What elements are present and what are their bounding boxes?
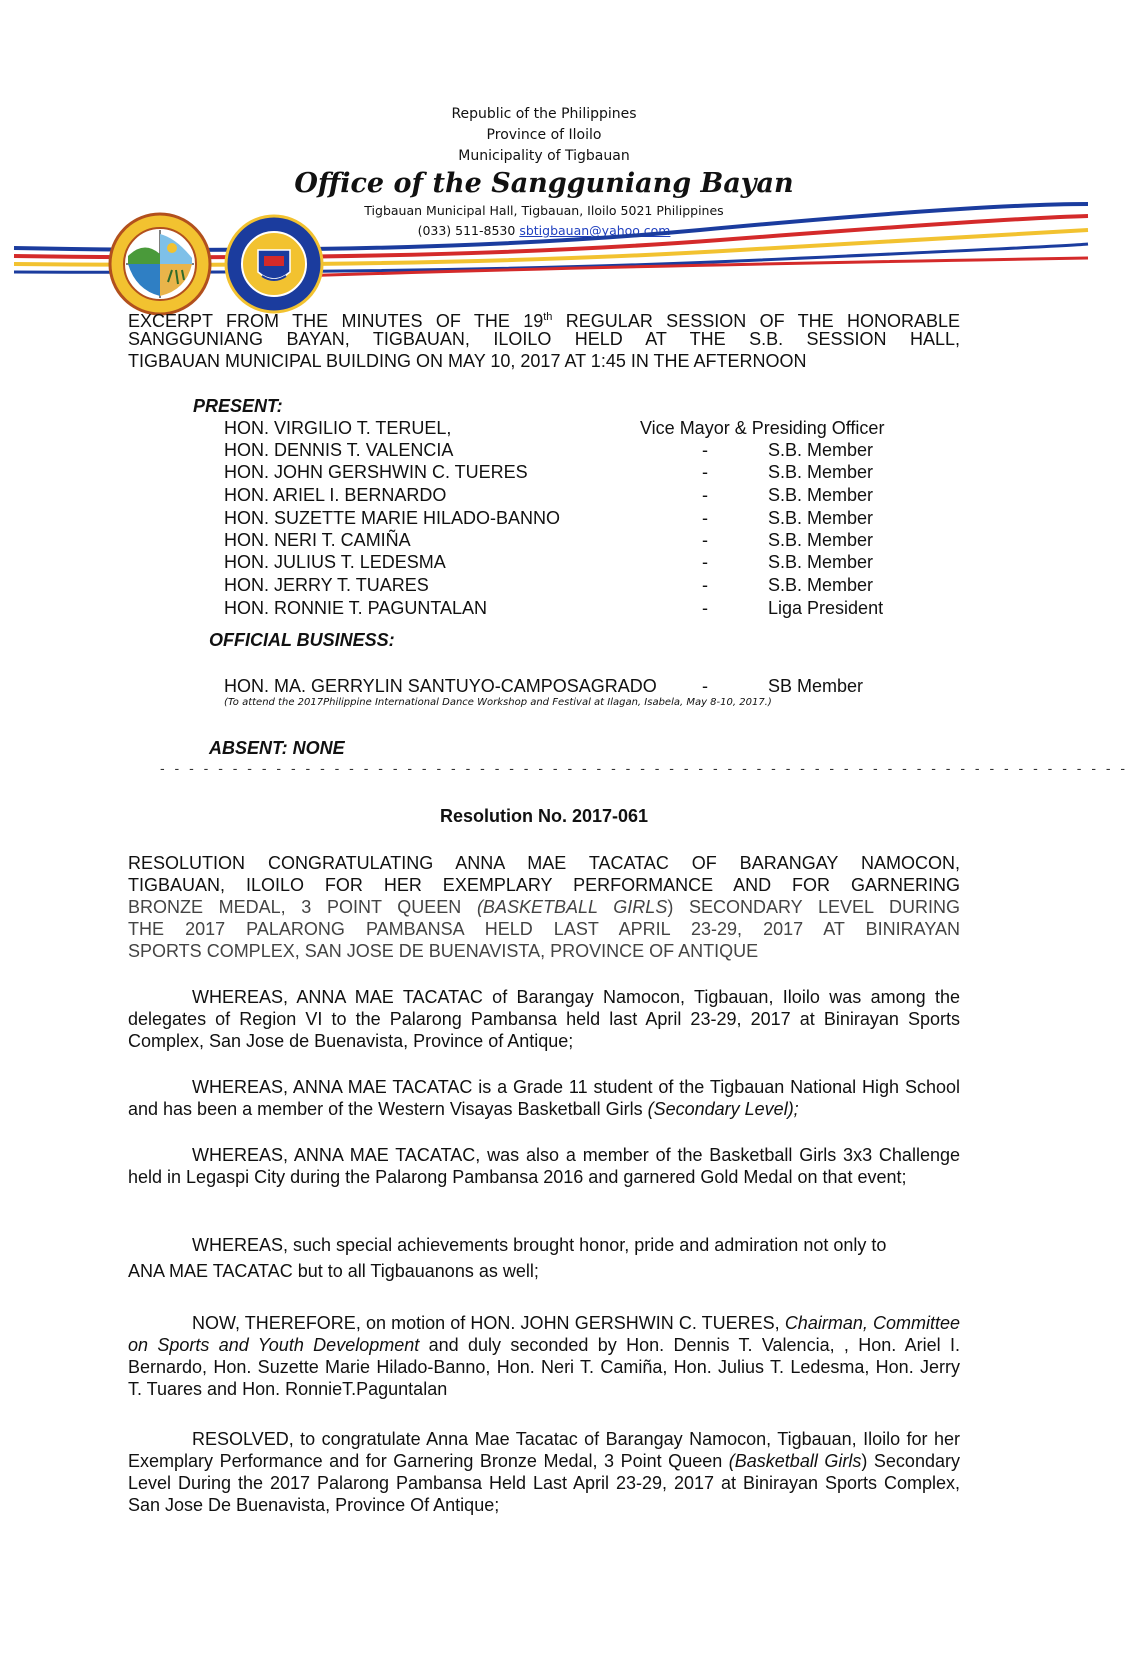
member-name: HON. DENNIS T. VALENCIA [224,440,454,460]
office-title: Office of the Sangguniang Bayan [294,168,794,199]
whereas-paragraph-2: WHEREAS, ANNA MAE TACATAC is a Grade 11 student of the Tigbauan National High School and has been a member of the Western Visayas Basketball Girls (Secondary Level); [128,1077,960,1119]
member-role: S.B. Member [768,508,874,528]
member-dash: - [702,462,708,482]
official-business-dash: - [702,676,708,696]
member-dash: - [702,440,708,460]
member-dash: - [702,530,708,550]
whereas-paragraph-4-line-2: ANA MAE TACATAC but to all Tigbauanons as well; [128,1261,539,1281]
header-province: Province of Iloilo [486,127,602,143]
header-address: Tigbauan Municipal Hall, Tigbauan, Iloilo 5021 Philippines [364,203,724,218]
absent-label: ABSENT: NONE [209,738,345,758]
member-dash: - [702,508,708,528]
present-presiding-name: HON. VIRGILIO T. TERUEL, [224,418,452,438]
official-business-role: SB Member [768,676,864,696]
member-dash: - [702,485,708,505]
whereas-paragraph-1: WHEREAS, ANNA MAE TACATAC of Barangay Namocon, Tigbauan, Iloilo was among the delegates of Region VI to the Palarong Pambansa held last April 23-29, 2017 at Binirayan Sports Complex, San Jose de Buenavista, Province of Antique; [128,987,960,1051]
present-label: PRESENT: [193,396,283,416]
resolution-title-line-5: SPORTS COMPLEX, SAN JOSE DE BUENAVISTA, PROVINCE OF ANTIQUE [128,941,759,961]
member-dash: - [702,598,708,618]
sangguniang-bayan-seal-icon [224,214,324,314]
member-dash: - [702,575,708,595]
resolution-title-line-3: BRONZE MEDAL, 3 POINT QUEEN (BASKETBALL GIRLS) SECONDARY LEVEL DURING [128,897,960,917]
member-role: S.B. Member [768,530,874,550]
resolution-title-line-4: THE 2017 PALARONG PAMBANSA HELD LAST APRIL 23-29, 2017 AT BINIRAYAN [128,919,960,939]
municipality-seal-icon [108,212,212,316]
official-business-note: (To attend the 2017Philippine International Dance Workshop and Festival at Ilagan, Isabela, May 8-10, 2017.) [224,697,772,708]
resolution-number: Resolution No. 2017-061 [439,806,649,826]
member-dash: - [702,552,708,572]
member-role: S.B. Member [768,440,874,460]
whereas-paragraph-4-line-1: WHEREAS, such special achievements brought honor, pride and admiration not only to [192,1235,887,1255]
member-name: HON. JULIUS T. LEDESMA [224,552,446,572]
excerpt-line-3: TIGBAUAN MUNICIPAL BUILDING ON MAY 10, 2017 AT 1:45 IN THE AFTERNOON [128,351,807,371]
header-republic: Republic of the Philippines [451,106,637,122]
resolution-title-line-2: TIGBAUAN, ILOILO FOR HER EXEMPLARY PERFORMANCE AND FOR GARNERING [128,875,960,895]
member-name: HON. JERRY T. TUARES [224,575,429,595]
member-name: HON. ARIEL I. BERNARDO [224,485,447,505]
whereas-paragraph-3: WHEREAS, ANNA MAE TACATAC, was also a member of the Basketball Girls 3x3 Challenge held in Legaspi City during the Palarong Pambansa 2016 and garnered Gold Medal on that event; [128,1145,960,1187]
excerpt-line-2: SANGGUNIANG BAYAN, TIGBAUAN, ILOILO HELD AT THE S.B. SESSION HALL, [128,329,960,349]
member-role: S.B. Member [768,462,874,482]
member-name: HON. JOHN GERSHWIN C. TUERES [224,462,528,482]
member-name: HON. RONNIE T. PAGUNTALAN [224,598,488,618]
resolved-paragraph: RESOLVED, to congratulate Anna Mae Tacatac of Barangay Namocon, Tigbauan, Iloilo for her Exemplary Performance and for Garnering Bronze Medal, 3 Point Queen (Basketball Girls) Secondary Level During the 2017 Palarong Pambansa Held Last April 23-29, 2017 at Binirayan Sports Complex, San Jose De Buenavista, Province Of Antique; [128,1429,960,1515]
official-business-name: HON. MA. GERRYLIN SANTUYO-CAMPOSAGRADO [224,676,657,696]
member-role: S.B. Member [768,552,874,572]
member-name: HON. NERI T. CAMIÑA [224,530,411,550]
header-municipality: Municipality of Tigbauan [458,148,630,164]
present-presiding-role: Vice Mayor & Presiding Officer [640,418,885,438]
resolution-title-line-1: RESOLUTION CONGRATULATING ANNA MAE TACATAC OF BARANGAY NAMOCON, [128,853,960,873]
member-role: S.B. Member [768,575,874,595]
member-role: Liga President [768,598,884,618]
header-email-link[interactable]: sbtigbauan@yahoo.com [519,223,671,238]
official-business-label: OFFICIAL BUSINESS: [209,630,395,650]
member-role: S.B. Member [768,485,874,505]
separator-line: - - - - - - - - - - - - - - - - - - - - - - - - - - - - - - - - - - - - - - - - - - - - - - - - - - - - - - - - - - - - - - - - - - - [160,760,1128,776]
member-name: HON. SUZETTE MARIE HILADO-BANNO [224,508,561,528]
now-therefore-paragraph: NOW, THEREFORE, on motion of HON. JOHN GERSHWIN C. TUERES, Chairman, Committee on Sports and Youth Development and duly seconded by Hon. Dennis T. Valencia, , Hon. Ariel I. Bernardo, Hon. Suzette Marie Hilado-Banno, Hon. Neri T. Camiña, Hon. Julius T. Ledesma, Hon. Jerry T. Tuares and Hon. RonnieT.Paguntalan [128,1313,961,1399]
excerpt-line-1: EXCERPT FROM THE MINUTES OF THE 19th REGULAR SESSION OF THE HONORABLE [128,311,961,331]
header-phone: (033) 511-8530 [417,223,516,238]
